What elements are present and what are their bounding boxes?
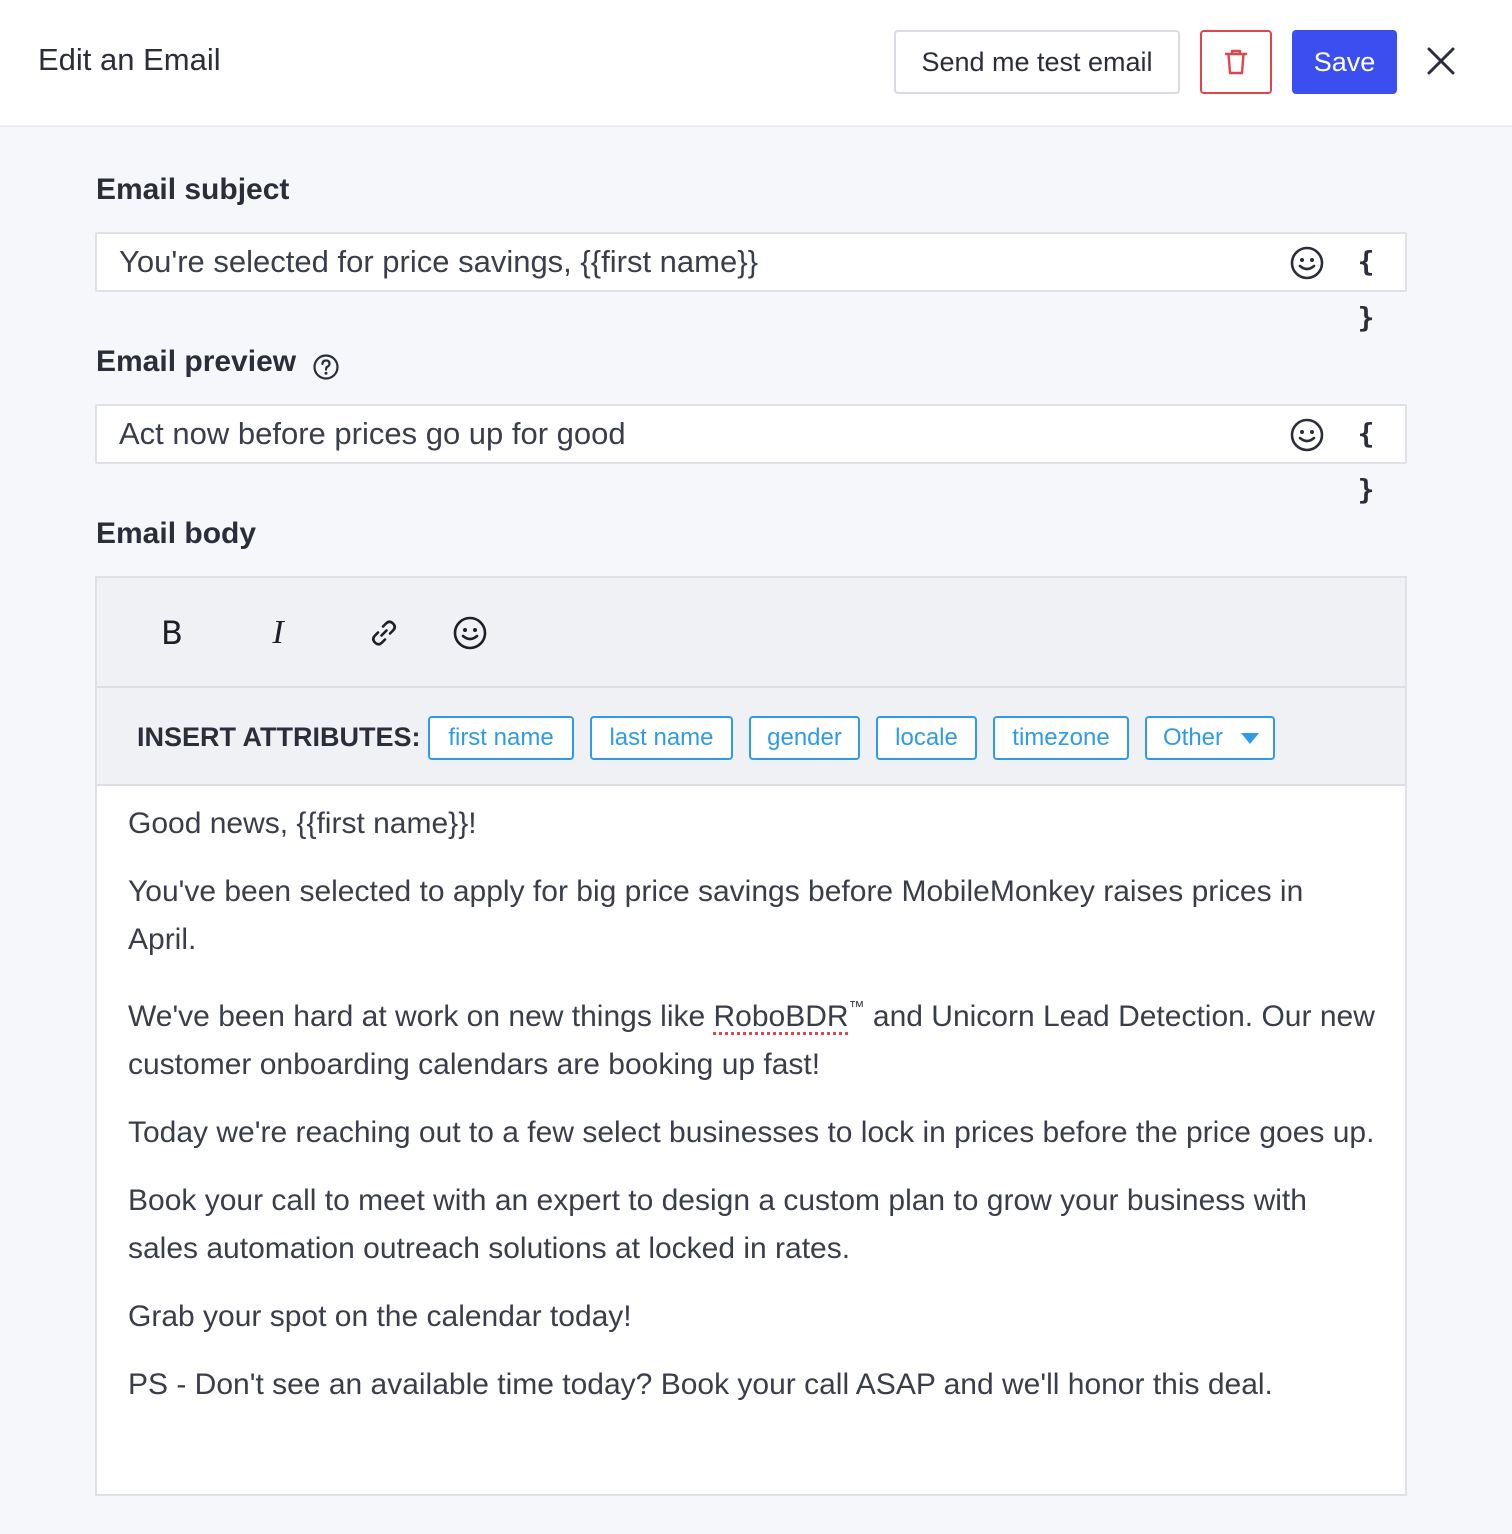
close-button[interactable]: [1420, 40, 1462, 82]
body-paragraph: Good news, {{first name}}!: [128, 807, 477, 840]
email-subject-value[interactable]: You're selected for price savings, {{first name}}: [119, 244, 758, 279]
body-paragraph: You've been selected to apply for big price savings before MobileMonkey raises prices in April.: [128, 875, 1304, 956]
link-button[interactable]: [362, 611, 406, 655]
body-paragraph: Today we're reaching out to a few select businesses to lock in prices before the price goes up.: [128, 1116, 1375, 1149]
send-test-email-button[interactable]: Send me test email: [894, 30, 1180, 94]
attribute-chip-first-name[interactable]: first name: [428, 716, 574, 760]
chevron-down-icon: [1241, 733, 1259, 744]
email-preview-value[interactable]: Act now before prices go up for good: [119, 416, 626, 451]
other-dropdown-label: Other: [1163, 724, 1224, 751]
body-paragraph: [128, 984, 1378, 1089]
header-bar: [0, 0, 1512, 127]
email-preview-label: Email preview: [96, 345, 297, 378]
insert-attributes-bar: [97, 688, 1405, 786]
email-subject-label: Email subject: [96, 173, 290, 206]
email-subject-field[interactable]: [95, 232, 1407, 334]
link-icon: [368, 617, 400, 649]
bold-button[interactable]: B: [161, 614, 183, 652]
variable-braces-icon[interactable]: { }: [1357, 417, 1377, 506]
italic-button[interactable]: I: [272, 614, 284, 651]
attribute-other-dropdown[interactable]: [1145, 716, 1275, 760]
attribute-chip-timezone[interactable]: timezone: [993, 716, 1129, 760]
attribute-chip-last-name[interactable]: last name: [590, 716, 733, 760]
trademark-symbol: ™: [848, 999, 865, 1016]
attribute-chip-gender[interactable]: gender: [749, 716, 860, 760]
close-icon: [1426, 46, 1456, 76]
emoji-button[interactable]: [448, 611, 492, 655]
delete-button[interactable]: [1200, 30, 1272, 94]
attribute-chip-locale[interactable]: locale: [876, 716, 977, 760]
body-paragraph: Grab your spot on the calendar today!: [128, 1300, 632, 1333]
insert-attributes-label: INSERT ATTRIBUTES:: [137, 722, 421, 752]
smiley-icon: [452, 615, 488, 651]
body-text-segment: and Unicorn Lead Detection. Our new customer onboarding calendars are booking up fast!: [128, 1000, 1375, 1081]
trash-icon: [1224, 48, 1248, 76]
email-body-content[interactable]: [128, 800, 1378, 1429]
smiley-icon[interactable]: [1289, 417, 1325, 453]
help-icon[interactable]: [312, 353, 340, 381]
body-text-segment: We've been hard at work on new things like: [128, 1000, 714, 1033]
save-button[interactable]: Save: [1292, 30, 1397, 94]
page-title: Edit an Email: [38, 42, 221, 77]
body-paragraph: Book your call to meet with an expert to design a custom plan to grow your business with sales automation outreach solutions at locked in rates.: [128, 1184, 1307, 1265]
email-body-editor[interactable]: [95, 576, 1407, 1496]
email-preview-field[interactable]: [95, 404, 1407, 506]
misspelled-word: RoboBDR: [713, 1000, 849, 1033]
body-paragraph: PS - Don't see an available time today? Book your call ASAP and we'll honor this deal.: [128, 1368, 1273, 1401]
email-body-label: Email body: [96, 517, 257, 550]
editor-toolbar: [97, 578, 1405, 688]
variable-braces-icon[interactable]: { }: [1357, 245, 1377, 334]
smiley-icon[interactable]: [1289, 245, 1325, 281]
